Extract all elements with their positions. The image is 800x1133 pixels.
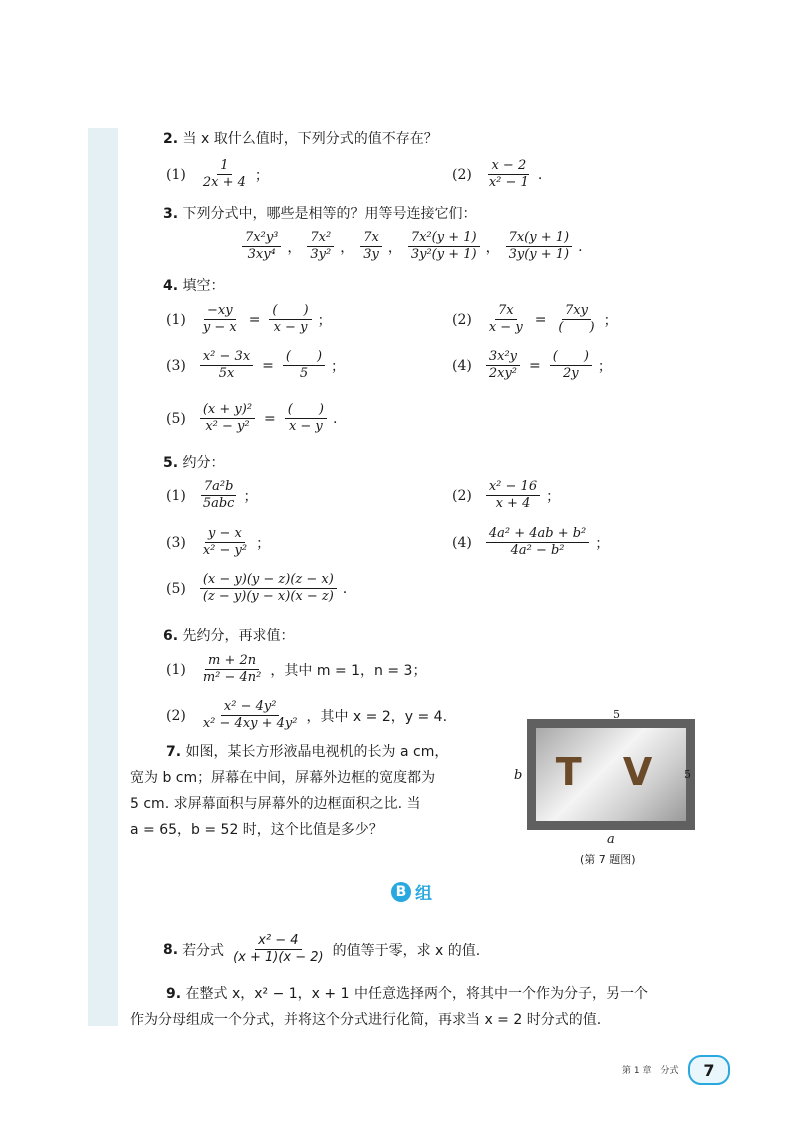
tv-screen-text: T V — [555, 750, 667, 794]
q8: 8. 若分式 $\frac{\text{x² − 4}}{(x + 1)(x - 2)}$ 的值等于零，求 x 的值. — [163, 933, 481, 966]
q5-item-5: (5) $\frac{(x - y)(y - z)(z - x)}{(z - y)(y - x)(x - z)}$ . — [166, 572, 348, 605]
page-number: 7 — [688, 1055, 730, 1085]
q5-item-2: (2) $\frac{\text{x² − 16}}{x + 4}$ ； — [452, 479, 561, 512]
q5-heading: 5. 约分： — [163, 455, 225, 471]
q6-item-2: (2) $\frac{\text{x² − 4y²}}{\text{x² − 4xy + 4y²}}$ ，其中 x = 2，y = 4. — [166, 699, 448, 732]
q6-heading: 6. 先约分，再求值： — [163, 628, 295, 644]
q4-item-2: (2) $\frac{7x}{x - y}$ = $\frac{7xy}{( )}$ ； — [452, 303, 618, 336]
q5-item-1: (1) $\frac{\text{7a²b}}{\text{5abc}}$ ； — [166, 479, 258, 512]
q2-item-2: (2) $\frac{x - 2}{\text{x² − 1}}$ . — [452, 158, 543, 191]
tv-screen — [536, 728, 686, 821]
q5-item-3: (3) $\frac{y - x}{\text{x² − y²}}$ ； — [166, 526, 271, 559]
figure-label-top: 5 — [613, 708, 620, 721]
group-b-badge: B — [391, 882, 411, 902]
q6-item-1: (1) $\frac{m + 2n}{\text{m² − 4n²}}$ ，其中 m = 1，n = 3； — [166, 653, 427, 686]
q9-text: 9. 在整式 x，x² − 1，x + 1 中任意选择两个，将其中一个作为分子，另一个 作为分母组成一个分式，并将这个分式进行化简，再求当 x = 2 时分式的值. — [130, 986, 648, 1028]
q4-heading: 4. 填空： — [163, 278, 225, 294]
q5-item-4: (4) $\frac{\text{4a² + 4ab + b²}}{\text{4a² − b²}}$ ； — [452, 526, 610, 559]
figure-caption: (第 7 题图) — [580, 853, 636, 866]
q2-heading: 2. 当 x 取什么值时，下列分式的值不存在？ — [163, 131, 438, 147]
q4-item-1: (1) $\frac{-xy}{y - x}$ = $\frac{( )}{x - y}$ ； — [166, 303, 332, 336]
q2-item-1: (1) $\frac{1}{2x + 4}$ ； — [166, 158, 269, 191]
q4-item-3: (3) $\frac{\text{x² − 3x}}{5x}$ = $\frac{( )}{5}$ ； — [166, 349, 346, 382]
footer-chapter: 第 1 章 分式 — [622, 1066, 679, 1076]
figure-label-right: 5 — [684, 768, 691, 781]
q7-text: 7. 如图，某长方形液晶电视机的长为 a cm， 宽为 b cm；屏幕在中间，屏幕外边框的宽度都为 5 cm. 求屏幕面积与屏幕外的边框面积之比. 当 a = 65，b = 52 时，这个比值是多少？ — [130, 744, 449, 838]
q3-fractions: $\frac{\text{7x²y³}}{\text{3xy⁴}}$ ， $\frac{\text{7x²}}{\text{3y²}}$ ， $\frac{7x}{3y}$ ， $\frac{\text{7x²(y + 1)}}{\text{3y²(y + 1)}}$ ， $\frac{7x(y + 1)}{3y(y + 1)}$ . — [240, 230, 583, 264]
figure-label-b: b — [514, 768, 523, 783]
q4-item-5: (5) $\frac{\text{(x + y)²}}{\text{x² − y²}}$ = $\frac{( )}{x - y}$ . — [166, 402, 338, 435]
figure-label-a: a — [607, 832, 615, 847]
group-b-heading: B 组 — [391, 879, 432, 904]
q4-item-4: (4) $\frac{\text{3x²y}}{\text{2xy²}}$ = $\frac{( )}{2y}$ ； — [452, 349, 612, 382]
page-margin-band — [88, 128, 118, 1026]
tv-figure — [527, 719, 695, 830]
q3-heading: 3. 下列分式中，哪些是相等的？用等号连接它们： — [163, 206, 477, 222]
